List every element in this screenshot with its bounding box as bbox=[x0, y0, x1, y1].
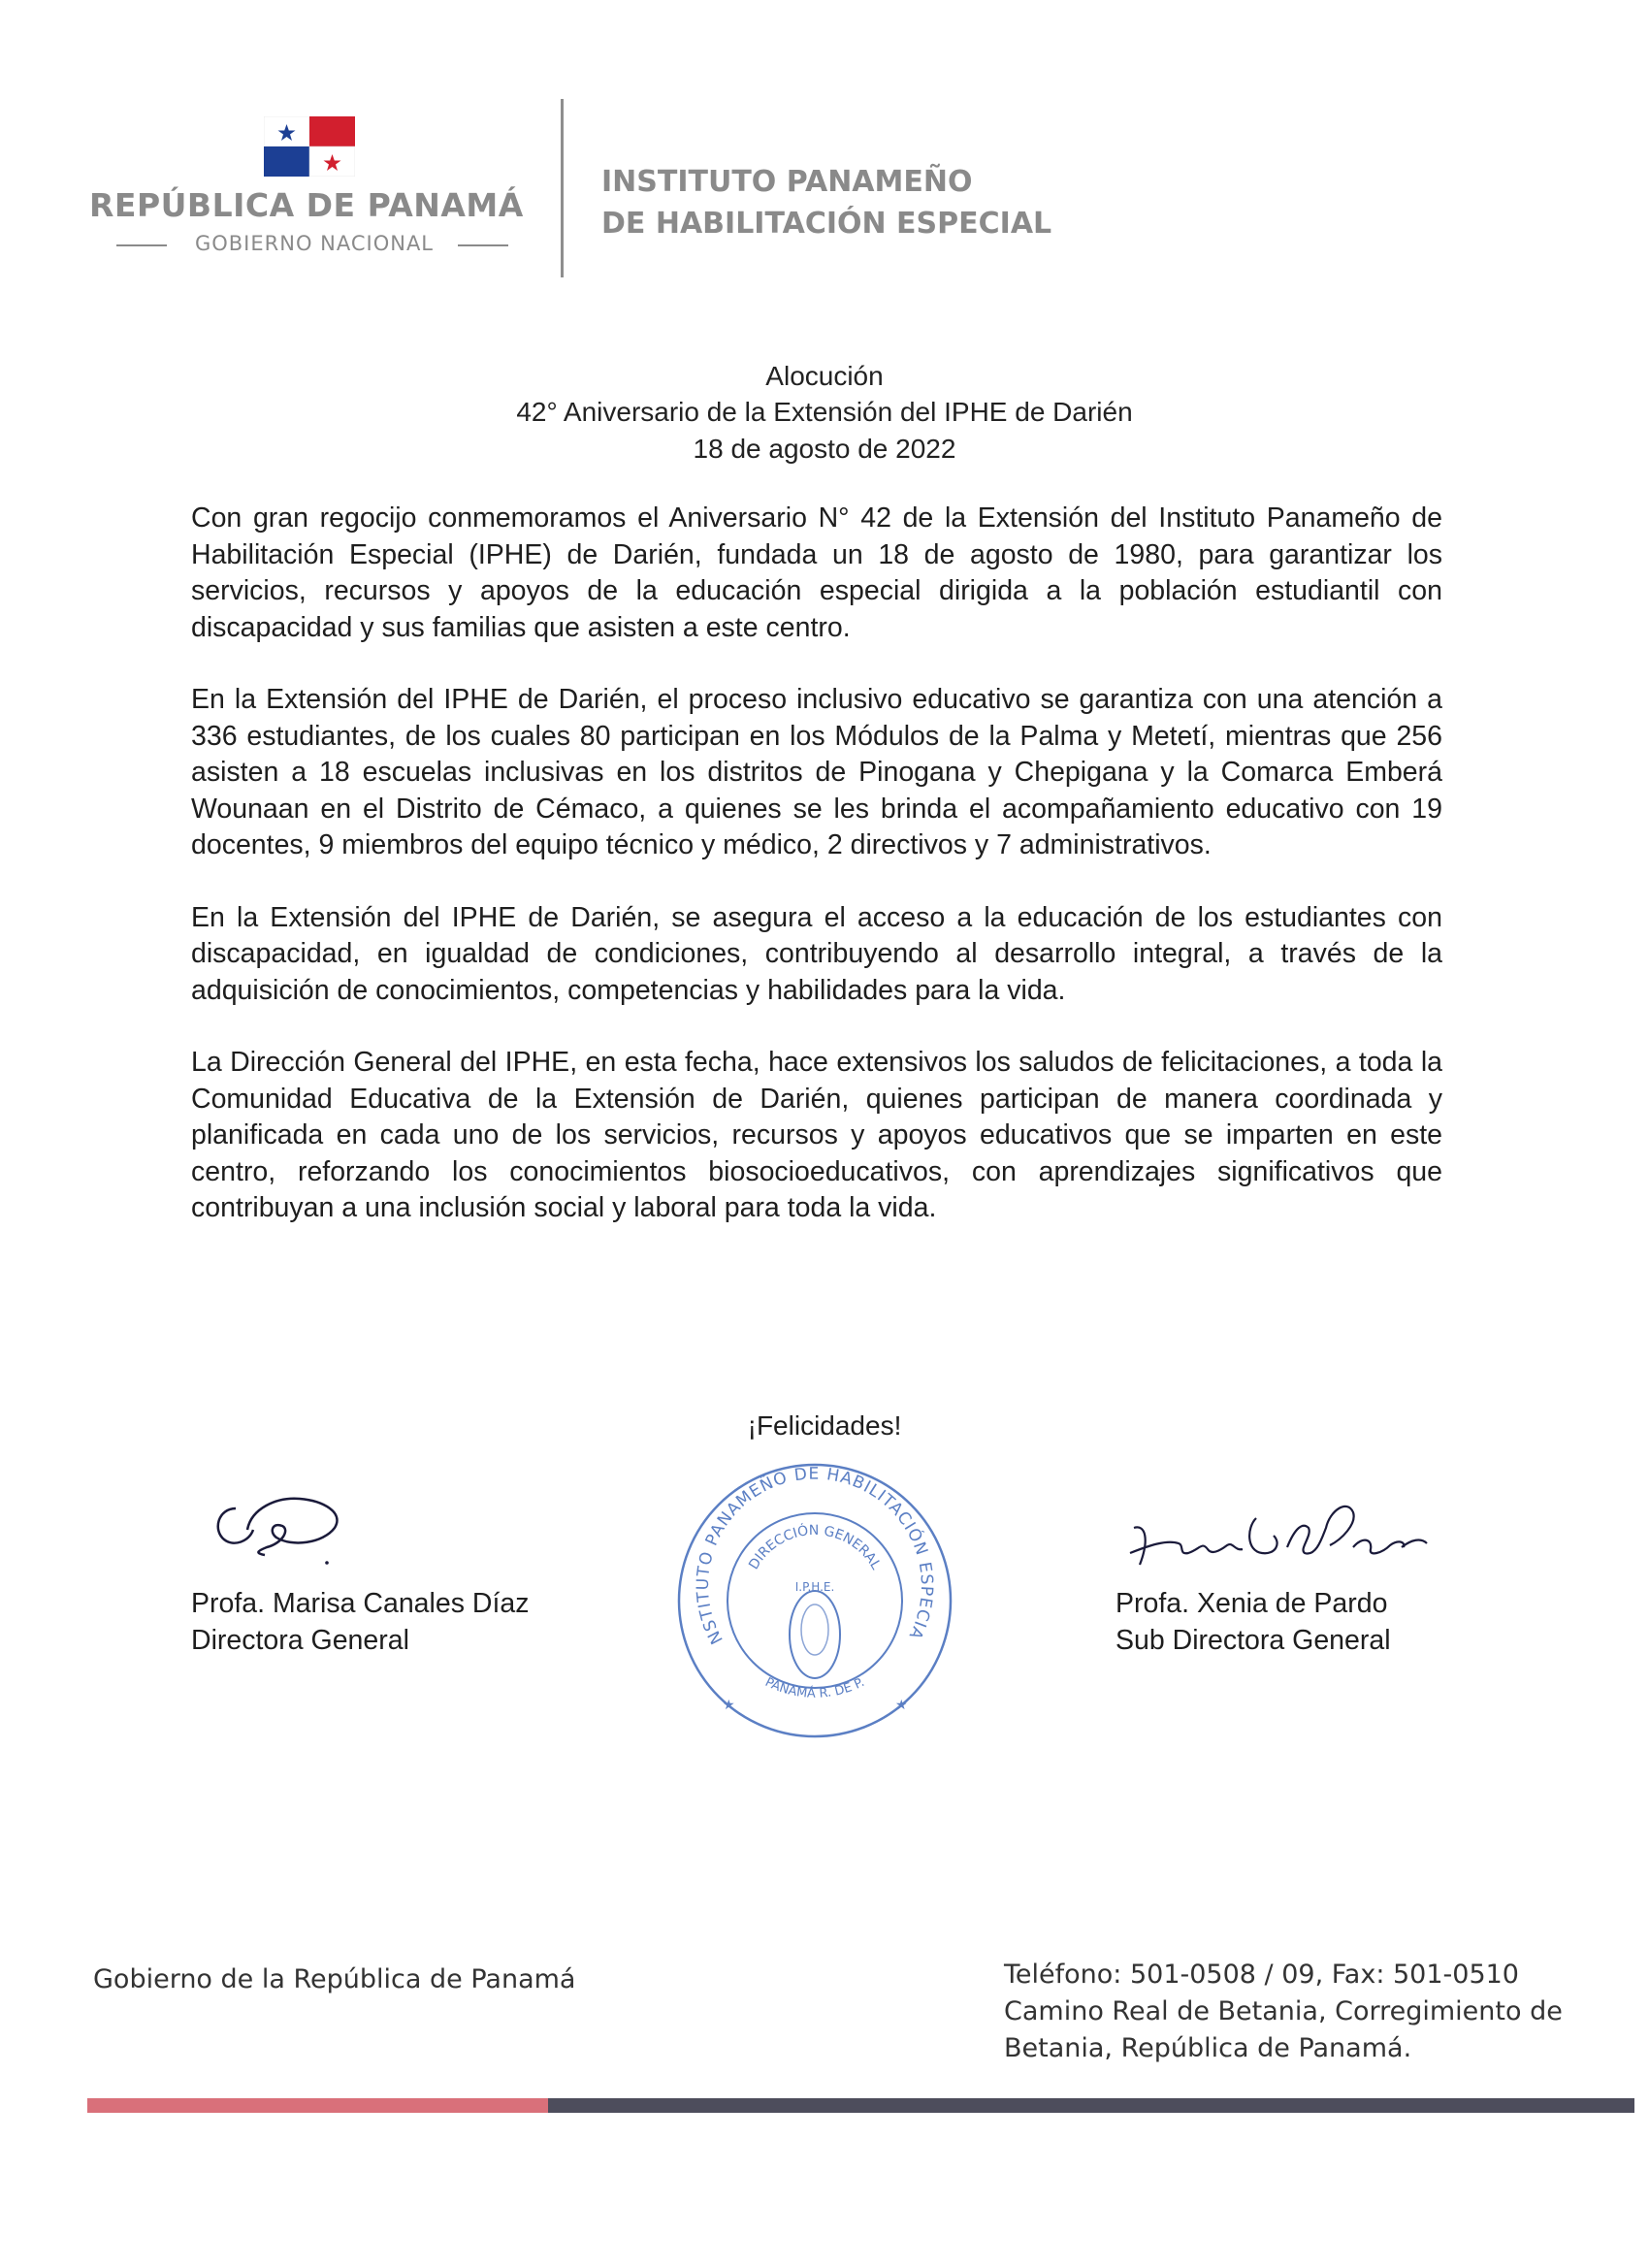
footer-bar-dark-segment bbox=[548, 2098, 1634, 2113]
paragraph: La Dirección General del IPHE, en esta fecha, hace extensivos los saludos de felicitaciones, a toda la Comunidad Educativa de la Extensión de Darién, quienes participan de manera coordinada y planificada en cada uno de los servicios, recursos y apoyos educativos que se imparten en este centro, reforzando los conocimientos biosocioeducativos, con aprendizajes significativos que contribuyan a una inclusión social y laboral para toda la vida. bbox=[191, 1047, 1442, 1223]
divider bbox=[116, 244, 167, 246]
footer-bar-pink-segment bbox=[87, 2098, 548, 2113]
signatory-name-left: Profa. Marisa Canales Díaz bbox=[191, 1588, 530, 1619]
document-title: Alocución bbox=[765, 361, 884, 391]
svg-text:★: ★ bbox=[723, 1697, 735, 1712]
signatory-role-right: Sub Directora General bbox=[1116, 1625, 1391, 1656]
government-subtitle bbox=[116, 231, 504, 260]
footer-address: Betania, República de Panamá. bbox=[1004, 2033, 1412, 2063]
institute-name-line1: INSTITUTO PANAMEÑO bbox=[601, 165, 973, 199]
closing-text: ¡Felicidades! bbox=[747, 1410, 902, 1441]
paragraph: En la Extensión del IPHE de Darién, se asegura el acceso a la educación de los estudiantes con discapacidad, en igualdad de condiciones, contribuyendo al desarrollo integral, a través de la adquisición de conocimientos, competencias y habilidades para la vida. bbox=[191, 901, 1442, 1006]
government-label: GOBIERNO NACIONAL bbox=[194, 232, 435, 255]
footer-color-bar bbox=[87, 2098, 1634, 2113]
document-subtitle: 42° Aniversario de la Extensión del IPHE de Darién bbox=[516, 397, 1133, 427]
institute-name-line2: DE HABILITACIÓN ESPECIAL bbox=[601, 207, 1052, 241]
footer-contact bbox=[1004, 1957, 1625, 2067]
paragraph: Con gran regocijo conmemoramos el Aniversario N° 42 de la Extensión del Instituto Panameño de Habilitación Especial (IPHE) de Darién, fundada un 18 de agosto de 1980, para garantizar los servicios, recursos y apoyos de la educación especial dirigida a la población estudiantil con discapacidad y sus familias que asisten a este centro. bbox=[191, 502, 1442, 643]
svg-text:★: ★ bbox=[895, 1697, 908, 1712]
header-divider bbox=[561, 99, 564, 277]
svg-text:DIRECCIÓN GENERAL: DIRECCIÓN GENERAL bbox=[746, 1522, 884, 1572]
svg-text:INSTITUTO PANAMEÑO DE HABILITA: NSTITUTO PANAMEÑO DE HABILITACIÓN ESPECIA bbox=[693, 1464, 937, 1647]
footer-government: Gobierno de la República de Panamá bbox=[93, 1964, 576, 1994]
handwritten-signature-left bbox=[199, 1470, 364, 1576]
svg-text:I.P.H.E.: I.P.H.E. bbox=[794, 1580, 835, 1594]
handwritten-signature-right bbox=[1111, 1489, 1440, 1596]
official-seal-stamp bbox=[669, 1455, 960, 1746]
document-date: 18 de agosto de 2022 bbox=[693, 434, 956, 464]
svg-text:PANAMÁ R. DE P.: PANAMÁ R. DE P. bbox=[762, 1674, 867, 1701]
paragraph: En la Extensión del IPHE de Darién, el proceso inclusivo educativo se garantiza con una atención a 336 estudiantes, de los cuales 80 participan en los Módulos de la Palma y Metetí, mientras que 256 asisten a 18 escuelas inclusivas en los distritos de Pinogana y Chepigana y la Comarca Emberá Wounaan en el Distrito de Cémaco, a quienes se les brinda el acompañamiento educativo con 19 docentes, 9 miembros del equipo técnico y médico, 2 directivos y 7 administrativos. bbox=[191, 684, 1442, 860]
divider bbox=[458, 244, 508, 246]
signatory-role-left: Directora General bbox=[191, 1625, 409, 1656]
panama-flag-icon bbox=[264, 116, 355, 177]
signatory-name-right: Profa. Xenia de Pardo bbox=[1116, 1588, 1388, 1619]
republic-title: REPÚBLICA DE PANAMÁ bbox=[89, 186, 524, 224]
letter-body bbox=[191, 501, 1442, 1263]
footer-address: Camino Real de Betania, Corregimiento de bbox=[1004, 1996, 1563, 2026]
footer-phone: Teléfono: 501-0508 / 09, Fax: 501-0510 bbox=[1004, 1960, 1519, 1990]
